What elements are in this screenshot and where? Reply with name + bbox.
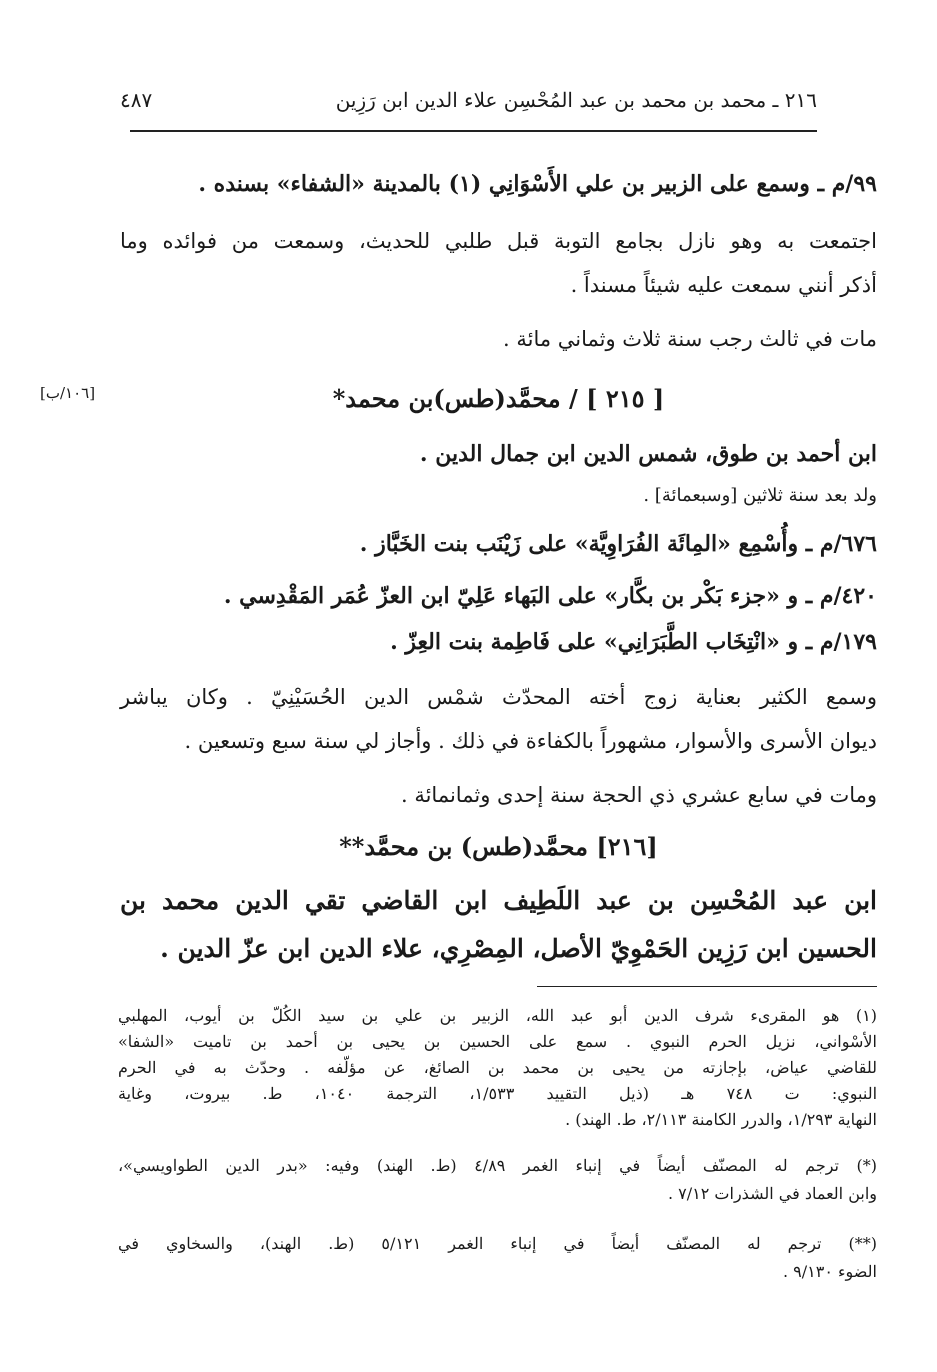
footnote-line: (**) ترجم له المصنّف أيضاً في إنباء الغمر ٥/١٢١ (ط. الهند)، والسخاوي في: [118, 1234, 878, 1253]
entry-line: ١٧٩/م ـ و «انْتِخَاب الطَّبَرَانِي» على فَاطِمة بنت العِزّ .: [390, 629, 877, 655]
margin-folio-note: [١٠٦/ب]: [40, 384, 96, 402]
text-line: ومات في سابع عشري ذي الحجة سنة إحدى وثمانمائة .: [400, 783, 877, 807]
text-line: ولد بعد سنة ثلاثين [وسبعمائة] .: [643, 485, 877, 506]
footnote-rule: [537, 986, 877, 987]
entry-intro: ابن عبد المُحْسِن بن عبد اللَطِيف ابن القاضي تقي الدين محمد بن: [120, 886, 877, 915]
running-title: ٢١٦ ـ محمد بن محمد بن عبد المُحْسِن علاء الدين ابن رَزِين: [335, 88, 817, 112]
entry-line: ٩٩/م ـ وسمع على الزبير بن علي الأَسْوَانِي (١) بالمدينة «الشفاء» بسنده .: [198, 171, 877, 197]
entry-line: ٦٧٦/م ـ وأُسْمِع «المِائَة الفُرَاوِيَّة» على زَيْنَب بنت الخَبَّاز .: [359, 531, 877, 557]
text-line: مات في ثالث رجب سنة ثلاث وثماني مائة .: [502, 327, 877, 351]
footnote-line: للقاضي عياض، بإجازته من يحيى بن محمد بن الصائغ، عن مؤلّفه . وحدّث به في الحرم: [118, 1058, 878, 1077]
page-header: [120, 88, 817, 122]
footnote-line: وابن العماد في الشذرات ٧/١٢ .: [668, 1184, 877, 1203]
footnote-line: النبوي: ت ٧٤٨ هـ (ذيل التقييد ١/٥٣٣، الترجمة ١٠٤٠، ط. بيروت، وغاية: [118, 1084, 878, 1103]
entry-intro: الحسين ابن رَزِين الحَمْوِيّ الأصل، المِصْرِي، علاء الدين ابن عزّ الدين .: [160, 934, 877, 963]
entry-heading-216: [٢١٦] محمَّد(طس) بن محمَّد**: [339, 832, 658, 861]
footnote-line: الأسْواني، نزيل الحرم النبوي . سمع على الحسين بن يحيى بن أحمد بن تاميت «الشفا»: [118, 1032, 877, 1051]
page-number: ٤٨٧: [120, 88, 153, 112]
header-rule: [130, 130, 817, 132]
entry-intro: ابن أحمد بن طوق، شمس الدين ابن جمال الدين .: [419, 441, 877, 467]
footnote-line: الضوء ٩/١٣٠ .: [782, 1262, 877, 1281]
text-line: وسمع الكثير بعناية زوج أخته المحدّث شمْس الدين الحُسَيْنِيّ . وكان يباشر: [120, 685, 877, 709]
text-line: أذكر أنني سمعت عليه شيئاً مسنداً .: [570, 273, 877, 297]
footnote-line: (*) ترجم له المصنّف أيضاً في إنباء الغمر ٤/٨٩ (ط. الهند) وفيه: «بدر الدين الطواويسي»،: [118, 1156, 878, 1175]
entry-line: ٤٢٠/م ـ و «جزء بَكْر بن بكَّار» على البَهاء عَلِيّ ابن العزّ عُمَر المَقْدِسي .: [223, 583, 877, 609]
entry-heading-215: [ ٢١٥ ] / محمَّد(طس)بن محمد*: [332, 384, 665, 413]
text-line: اجتمعت به وهو نازل بجامع التوبة قبل طلبي للحديث، وسمعت من فوائده وما: [120, 229, 877, 253]
footnote-line: النهاية ١/٢٩٣، والدرر الكامنة ٢/١١٣، ط. الهند) .: [565, 1110, 877, 1129]
text-line: ديوان الأسرى والأسوار، مشهوراً بالكفاءة في ذلك . وأجاز لي سنة سبع وتسعين .: [184, 729, 877, 753]
footnote-line: (١) هو المقرىء شرف الدين أبو عبد الله، الزبير بن علي بن سيد الكُلّ بن أيوب، المهلبي: [118, 1006, 877, 1025]
